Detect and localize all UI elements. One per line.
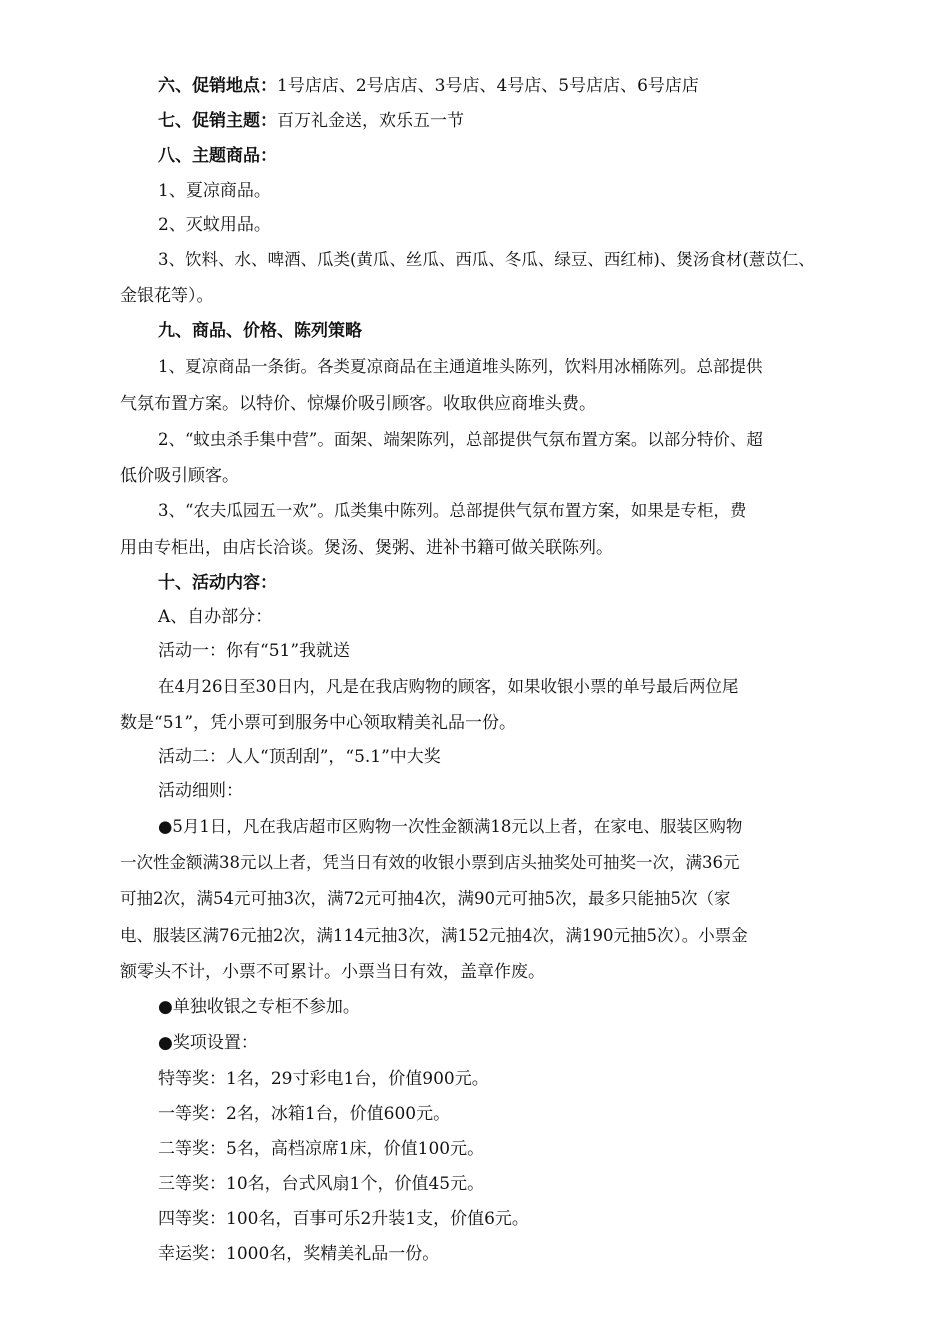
section7-heading: 七、促销主题： (158, 111, 277, 131)
section7-line (158, 110, 464, 132)
section10-sub-a: A、自办部分： (158, 607, 273, 627)
rule3-prize-setup: ●奖项设置： (158, 1033, 258, 1053)
section7-text: 百万礼金送，欢乐五一节 (277, 111, 464, 131)
rules-title: 活动细则： (158, 781, 243, 801)
section6-text: 1号店店、2号店店、3号店、4号店、5号店店、6号店店 (277, 76, 699, 96)
activity2-title: 活动二：人人“顶刮刮”，“5.1”中大奖 (158, 747, 441, 767)
prize-grand: 特等奖：1名，29寸彩电1台，价值900元。 (158, 1069, 489, 1089)
activity1-title: 活动一：你有“51”我就送 (158, 641, 351, 661)
section9-p1-line2: 气氛布置方案。以特价、惊爆价吸引顾客。收取供应商堆头费。 (120, 394, 596, 414)
rule1-line2: 一次性金额满38元以上者，凭当日有效的收银小票到店头抽奖处可抽奖一次，满36元 (120, 853, 740, 872)
section9-p1-line1: 1、夏凉商品一条街。各类夏凉商品在主通道堆头陈列，饮料用冰桶陈列。总部提供 (158, 357, 763, 376)
section8-heading: 八、主题商品： (158, 146, 277, 166)
rule2: ●单独收银之专柜不参加。 (158, 997, 360, 1017)
prize-lucky: 幸运奖：1000名，奖精美礼品一份。 (158, 1244, 440, 1264)
rule1-line4: 电、服装区满76元抽2次，满114元抽3次，满152元抽4次，满190元抽5次）。小票金 (120, 926, 748, 945)
activity1-line2: 数是“51”，凭小票可到服务中心领取精美礼品一份。 (120, 713, 517, 733)
section8-item3-line2: 金银花等）。 (120, 286, 214, 306)
prize-first: 一等奖：2名，冰箱1台，价值600元。 (158, 1104, 451, 1124)
section6-line (158, 75, 699, 97)
rule1-line5: 额零头不计，小票不可累计。小票当日有效，盖章作废。 (120, 962, 545, 982)
section9-p2-line2: 低价吸引顾客。 (120, 466, 239, 486)
section8-item3-line1: 3、饮料、水、啤酒、瓜类(黄瓜、丝瓜、西瓜、冬瓜、绿豆、西红柿)、煲汤食材(薏苡仁、 (158, 250, 815, 269)
section9-heading: 九、商品、价格、陈列策略 (158, 321, 362, 341)
activity1-line1: 在4月26日至30日内，凡是在我店购物的顾客，如果收银小票的单号最后两位尾 (158, 677, 739, 696)
prize-third: 三等奖：10名，台式风扇1个，价值45元。 (158, 1174, 485, 1194)
section6-heading: 六、促销地点： (158, 76, 277, 96)
rule1-line1: ●5月1日，凡在我店超市区购物一次性金额满18元以上者，在家电、服装区购物 (158, 817, 743, 836)
section9-p2-line1: 2、“蚊虫杀手集中营”。面架、端架陈列，总部提供气氛布置方案。以部分特价、超 (158, 430, 763, 449)
section8-item2: 2、灭蚊用品。 (158, 215, 271, 235)
prize-second: 二等奖：5名，高档凉席1床，价值100元。 (158, 1139, 485, 1159)
section8-item1: 1、夏凉商品。 (158, 181, 271, 201)
section9-p3-line1: 3、“农夫瓜园五一欢”。瓜类集中陈列。总部提供气氛布置方案，如果是专柜，费 (158, 501, 747, 520)
section9-p3-line2: 用由专柜出，由店长洽谈。煲汤、煲粥、进补书籍可做关联陈列。 (120, 538, 613, 558)
rule1-line3: 可抽2次，满54元可抽3次，满72元可抽4次，满90元可抽5次，最多只能抽5次（家 (120, 889, 731, 908)
section10-heading: 十、活动内容： (158, 573, 277, 593)
prize-fourth: 四等奖：100名，百事可乐2升装1支，价值6元。 (158, 1209, 529, 1229)
